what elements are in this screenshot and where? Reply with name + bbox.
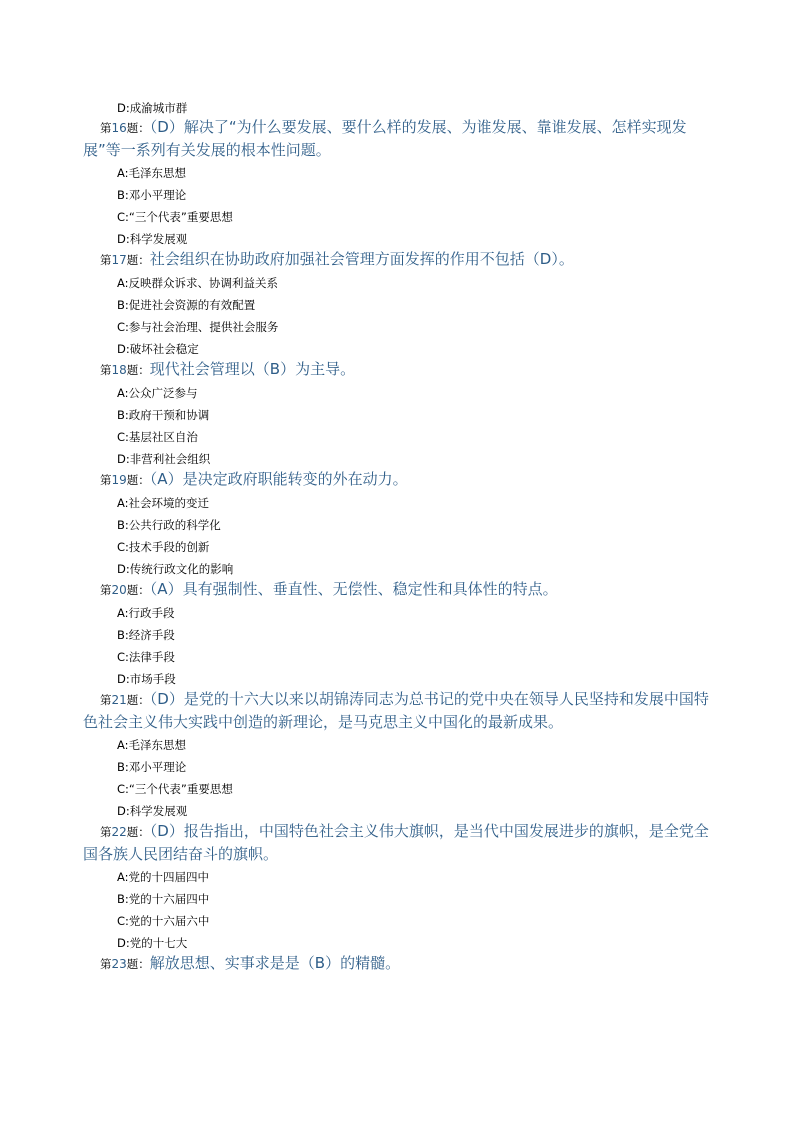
question-suffix: 题： <box>126 583 150 597</box>
stem-after: ）是党的十六大以来以胡锦涛同志为总书记的党中央在领导人民坚持和发展中国特色社会主义伟大实践中创造的新理论，是马克思主义中国化的最新成果。 <box>83 690 709 731</box>
option-d: D:破坏社会稳定 <box>117 342 199 356</box>
answer: D <box>157 690 169 708</box>
stem-before: （ <box>149 690 158 708</box>
option-c: C:技术手段的创新 <box>117 540 210 554</box>
stem-after: ）报告指出，中国特色社会主义伟大旗帜，是当代中国发展进步的旗帜，是全党全国各族人民团结奋斗的旗帜。 <box>83 822 709 863</box>
question-18 <box>83 358 723 381</box>
stem-after: ）的精髓。 <box>325 954 401 972</box>
answer: B <box>314 954 326 972</box>
option-b: B:经济手段 <box>117 628 175 642</box>
question-number: 18 <box>111 363 127 377</box>
stem-after: ）。 <box>551 250 574 268</box>
option-a: A:反映群众诉求、协调利益关系 <box>117 276 279 290</box>
stem-before: （ <box>149 580 158 598</box>
question-prefix: 第 <box>100 473 112 487</box>
question-suffix: 题： <box>126 473 150 487</box>
option-c: C:参与社会治理、提供社会服务 <box>117 320 279 334</box>
option-b: B:公共行政的科学化 <box>117 518 221 532</box>
question-suffix: 题： <box>126 363 150 377</box>
option-b: B:政府干预和协调 <box>117 408 210 422</box>
stem-after: ）具有强制性、垂直性、无偿性、稳定性和具体性的特点。 <box>167 580 558 598</box>
question-suffix: 题： <box>126 121 150 135</box>
option-a: A:毛泽东思想 <box>117 738 187 752</box>
opening-option: D:成渝城市群 <box>117 101 188 115</box>
option-a: A:公众广泛参与 <box>117 386 198 400</box>
option-d: D:非营利社会组织 <box>117 452 211 466</box>
answer: B <box>269 360 281 378</box>
stem-before: 社会组织在协助政府加强社会管理方面发挥的作用不包括（ <box>149 250 540 268</box>
answer: A <box>157 580 168 598</box>
question-number: 16 <box>111 121 127 135</box>
question-21 <box>83 688 723 733</box>
option-c: C:基层社区自治 <box>117 430 198 444</box>
option-c: C:党的十六届六中 <box>117 914 210 928</box>
option-a: A:社会环境的变迁 <box>117 496 210 510</box>
question-number: 21 <box>111 693 127 707</box>
question-suffix: 题： <box>126 825 150 839</box>
stem-before: （ <box>149 470 158 488</box>
question-number: 20 <box>111 583 127 597</box>
question-22 <box>83 820 723 865</box>
option-b: B:邓小平理论 <box>117 188 187 202</box>
option-a: A:毛泽东思想 <box>117 166 187 180</box>
question-suffix: 题： <box>126 693 150 707</box>
option-c: C:“三个代表”重要思想 <box>117 210 233 224</box>
question-prefix: 第 <box>100 693 112 707</box>
question-prefix: 第 <box>100 583 112 597</box>
question-number: 19 <box>111 473 127 487</box>
question-17 <box>83 248 723 271</box>
option-d: D:传统行政文化的影响 <box>117 562 234 576</box>
question-prefix: 第 <box>100 121 112 135</box>
question-number: 23 <box>111 957 127 971</box>
stem-after: ）为主导。 <box>280 360 356 378</box>
answer: A <box>157 470 168 488</box>
question-prefix: 第 <box>100 825 112 839</box>
stem-after: ）是决定政府职能转变的外在动力。 <box>167 470 408 488</box>
option-a: A:行政手段 <box>117 606 175 620</box>
option-b: B:党的十六届四中 <box>117 892 210 906</box>
question-19 <box>83 468 723 491</box>
question-number: 22 <box>111 825 127 839</box>
answer: D <box>157 822 169 840</box>
option-a: A:党的十四届四中 <box>117 870 210 884</box>
stem-before: （ <box>149 822 158 840</box>
question-20 <box>83 578 723 601</box>
option-b: B:邓小平理论 <box>117 760 187 774</box>
answer: D <box>157 118 169 136</box>
option-d: D:科学发展观 <box>117 804 188 818</box>
stem-before: 现代社会管理以（ <box>149 360 270 378</box>
question-suffix: 题： <box>126 253 150 267</box>
option-d: D:党的十七大 <box>117 936 188 950</box>
option-b: B:促进社会资源的有效配置 <box>117 298 256 312</box>
option-d: D:科学发展观 <box>117 232 188 246</box>
question-prefix: 第 <box>100 363 112 377</box>
stem-before: （ <box>149 118 158 136</box>
question-number: 17 <box>111 253 127 267</box>
question-16 <box>83 116 723 161</box>
option-c: C:法律手段 <box>117 650 175 664</box>
question-prefix: 第 <box>100 253 112 267</box>
option-c: C:“三个代表”重要思想 <box>117 782 233 796</box>
question-suffix: 题： <box>126 957 150 971</box>
stem-after: ）解决了“为什么要发展、要什么样的发展、为谁发展、靠谁发展、怎样实现发展”等一系列有关发展的根本性问题。 <box>83 118 687 159</box>
answer: D <box>539 250 552 268</box>
option-d: D:市场手段 <box>117 672 176 686</box>
stem-before: 解放思想、实事求是是（ <box>149 954 315 972</box>
question-prefix: 第 <box>100 957 112 971</box>
question-23 <box>83 952 723 975</box>
